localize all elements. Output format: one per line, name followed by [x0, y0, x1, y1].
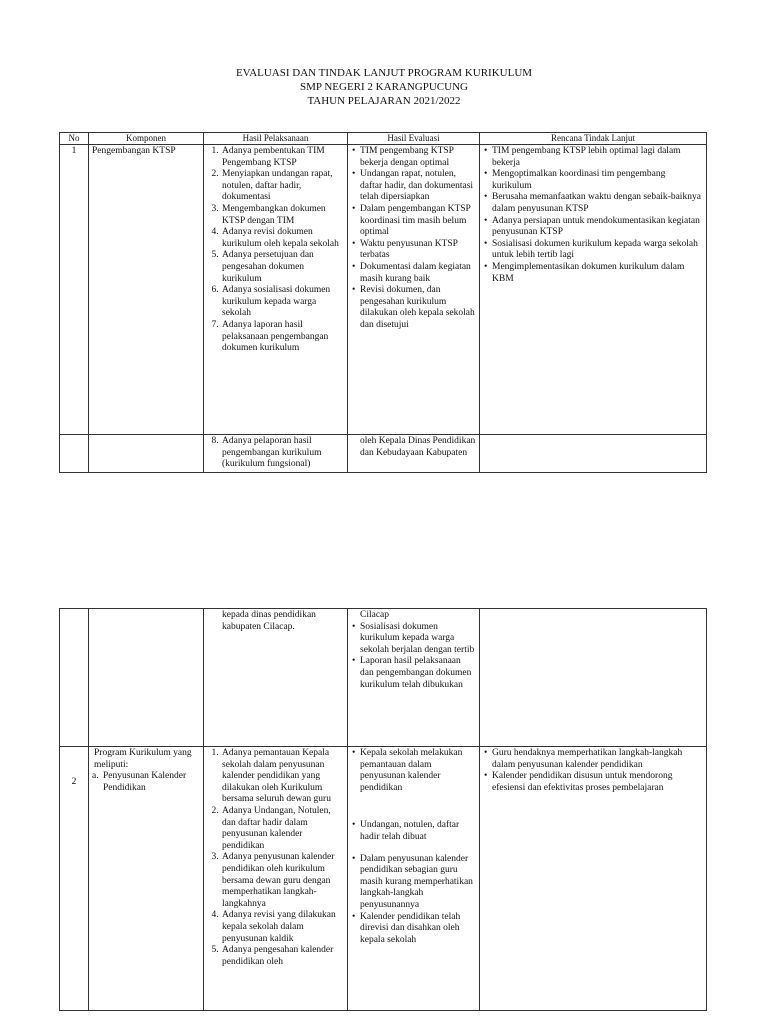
evaluasi-continuation: Cilacap [360, 610, 390, 620]
komponen-main: Program Kurikulum yang meliputi: [94, 748, 192, 770]
list-item: • Laporan hasil pelaksanaan dan pengembangan dokumen kurikulum telah dibukukan [360, 656, 476, 691]
pelaksanaan-list [207, 436, 344, 471]
row-number-text: 2 [71, 777, 77, 788]
list-item: • Berusaha memanfaatkan waktu dengan sebaik-baiknya dalam penyusunan KTSP [492, 192, 703, 215]
tindak-lanjut-cell [480, 747, 707, 1011]
evaluasi-cell [348, 747, 480, 1011]
header-komponen: Komponen [89, 133, 204, 145]
empty-cell [89, 609, 204, 747]
list-item: • Sosialisasi dokumen kurikulum kepada warga sekolah untuk lebih tertib lagi [492, 239, 703, 262]
list-item: • Sosialisasi dokumen kurikulum kepada warga sekolah berjalan dengan tertib [360, 622, 476, 657]
komponen-sub: Penyusunan Kalender Pendidikan [103, 771, 187, 793]
empty-cell [480, 609, 707, 747]
list-item: 1. Adanya pembentukan TIM Pengembang KTSP [221, 146, 344, 169]
list-item: 7. Adanya laporan hasil pelaksanaan pengembangan dokumen kurikulum [221, 320, 344, 355]
list-item: • Undangan, notulen, daftar hadir telah dibuat [360, 820, 476, 843]
komponen-sub-marker: a. [92, 771, 99, 782]
list-item: 2. Adanya Undangan, Notulen, dan daftar hadir dalam penyusunan kalender pendidikan [221, 806, 344, 852]
list-item: • TIM pengembang KTSP lebih optimal lagi dalam bekerja [492, 146, 703, 169]
pelaksanaan-cell [204, 435, 348, 473]
evaluasi-cell [348, 609, 480, 747]
empty-cell [89, 435, 204, 473]
list-item: • TIM pengembang KTSP bekerja dengan optimal [360, 146, 476, 169]
list-item: 2. Menyiapkan undangan rapat, notulen, daftar hadir, dokumentasi [221, 169, 344, 204]
pelaksanaan-cell [204, 747, 348, 1011]
list-item: 5. Adanya persetujuan dan pengesahan dokumen kurikulum [221, 250, 344, 285]
table-row [60, 747, 707, 1011]
pelaksanaan-continuation: kepada dinas pendidikan kabupaten Cilacap. [222, 610, 316, 632]
list-item: • Kalender pendidikan disusun untuk mendorong efesiensi dan efektivitas proses pembelajaran [492, 771, 703, 794]
table-row [60, 435, 707, 473]
evaluasi-cell [348, 145, 480, 435]
empty-cell [480, 435, 707, 473]
header-hasil-pelaksanaan: Hasil Pelaksanaan [204, 133, 348, 145]
list-item: 6. Adanya sosialisasi dokumen kurikulum kepada warga sekolah [221, 285, 344, 320]
tindak-lanjut-list [483, 146, 703, 285]
header-hasil-evaluasi: Hasil Evaluasi [348, 133, 480, 145]
table-row [60, 609, 707, 747]
list-item: 1. Adanya pemantauan Kepala sekolah dalam penyusunan kalender pendidikan yang dilakukan oleh Kurikulum bersama seluruh dewan guru [221, 748, 344, 806]
list-item: • Waktu penyusunan KTSP terbatas [360, 239, 476, 262]
empty-cell [60, 435, 89, 473]
pelaksanaan-list [207, 748, 344, 968]
list-item: • Kepala sekolah melakukan pemantauan dalam penyusunan kalender pendidikan [360, 748, 476, 794]
list-item: 4. Adanya revisi yang dilakukan kepala sekolah dalam penyusunan kaldik [221, 910, 344, 945]
list-item: • Dalam pengembangan KTSP koordinasi tim masih belum optimal [360, 204, 476, 239]
table-header-row [60, 133, 707, 145]
row-number: 1 [60, 145, 89, 435]
list-item: • Guru hendaknya memperhatikan langkah-langkah dalam penyusunan kalender pendidikan [492, 748, 703, 771]
row-number [60, 747, 89, 1011]
list-item: • Undangan rapat, notulen, daftar hadir, dan dokumentasi telah dipersiapkan [360, 169, 476, 204]
list-item: 3. Mengembangkan dokumen KTSP dengan TIM [221, 204, 344, 227]
header-rencana-tindak-lanjut: Rencana Tindak Lanjut [480, 133, 707, 145]
komponen-cell [89, 747, 204, 1011]
list-item: • Dokumentasi dalam kegiatan masih kurang baik [360, 262, 476, 285]
evaluation-table-page-1 [59, 132, 707, 473]
komponen-sub-item [92, 771, 200, 794]
evaluasi-continuation: oleh Kepala Dinas Pendidikan dan Kebudayaan Kabupaten [360, 436, 476, 458]
list-item: • Mengoptimalkan koordinasi tim pengembang kurikulum [492, 169, 703, 192]
list-item: • Kalender pendidikan telah direvisi dan disahkan oleh kepala sekolah [360, 912, 476, 947]
list-item: • Dalam penyusunan kalender pendidikan sebagian guru masih kurang memperhatikan langkah-langkah penyusunannya [360, 854, 476, 912]
list-item: 3. Adanya penyusunan kalender pendidikan oleh kurikulum bersama dewan guru dengan memperhatikan langkah-langkahnya [221, 852, 344, 910]
academic-year: TAHUN PELAJARAN 2021/2022 [307, 95, 461, 107]
komponen-cell: Pengembangan KTSP [89, 145, 204, 435]
evaluasi-list [351, 748, 476, 946]
tindak-lanjut-cell [480, 145, 707, 435]
evaluasi-list [351, 146, 476, 332]
list-item: • Adanya persiapan untuk mendokumentasikan kegiatan penyusunan KTSP [492, 216, 703, 239]
list-item: 4. Adanya revisi dokumen kurikulum oleh kepala sekolah [221, 227, 344, 250]
list-item: 8. Adanya pelaporan hasil pengembangan kurikulum (kurikulum fungsional) [221, 436, 344, 471]
evaluasi-list [351, 622, 476, 692]
header-no: No [60, 133, 89, 145]
empty-cell [60, 609, 89, 747]
list-item: 5. Adanya pengesahan kalender pendidikan oleh [221, 945, 344, 968]
table-row [60, 145, 707, 435]
evaluasi-cell [348, 435, 480, 473]
document-title: EVALUASI DAN TINDAK LANJUT PROGRAM KURIKULUM [235, 67, 533, 79]
school-name: SMP NEGERI 2 KARANGPUCUNG [300, 81, 468, 93]
list-item: • Revisi dokumen, dan pengesahan kurikulum dilakukan oleh kepala sekolah dan disetujui [360, 285, 476, 331]
pelaksanaan-cell [204, 609, 348, 747]
list-item: • Mengimplementasikan dokumen kurikulum dalam KBM [492, 262, 703, 285]
pelaksanaan-list [207, 146, 344, 355]
pelaksanaan-cell [204, 145, 348, 435]
tindak-lanjut-list [483, 748, 703, 794]
evaluation-table-page-2 [59, 608, 707, 1011]
